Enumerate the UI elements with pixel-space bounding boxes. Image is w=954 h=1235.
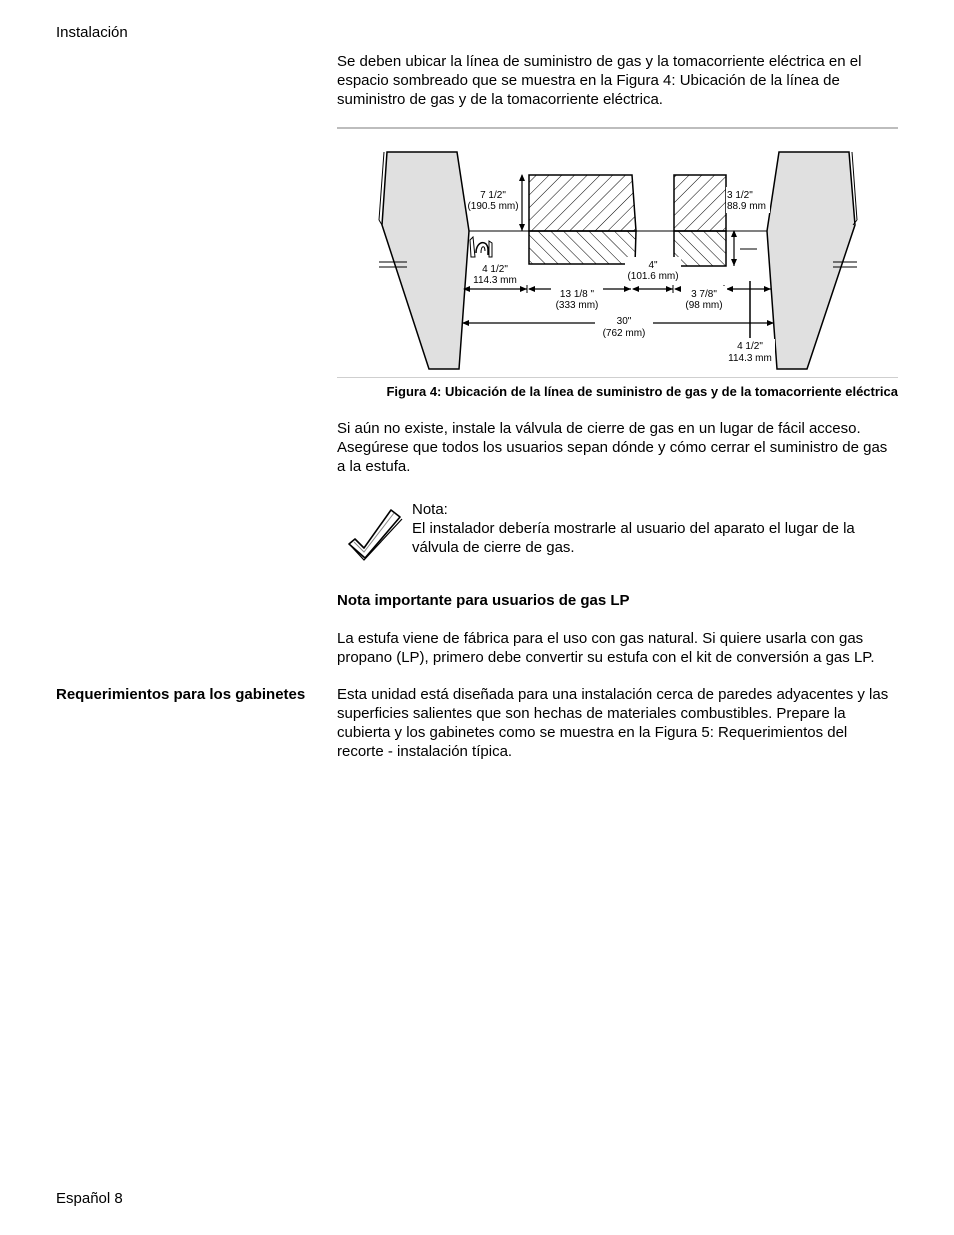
intro-paragraph: Se deben ubicar la línea de suministro de gas y la tomacorriente eléctrica en el espacio sombreado que se muestra en la Figura 4: Ubicación de la línea de suministro de gas y de la tomacorriente eléctrica. <box>337 53 862 108</box>
left-cabinet-side <box>379 152 469 369</box>
dim-gas-width-in: 13 1/8 " <box>559 289 595 300</box>
dim-outlet-height-mm: 88.9 mm <box>727 201 766 212</box>
page-footer: Español 8 <box>56 1190 123 1207</box>
cabinet-requirements-heading: Requerimientos para los gabinetes <box>56 686 306 703</box>
note-block <box>345 500 898 570</box>
section-header: Instalación <box>56 24 128 41</box>
figure-top-rule <box>337 127 898 129</box>
note-title: Nota: <box>412 501 448 518</box>
dim-total-width-in: 30" <box>616 316 632 327</box>
dim-outlet-width-in: 3 7/8" <box>691 289 717 300</box>
dim-left-offset-mm: 114.3 mm <box>473 275 517 286</box>
lp-gas-heading: Nota importante para usuarios de gas LP <box>337 592 630 609</box>
checkmark-icon <box>345 506 405 562</box>
shutoff-valve-paragraph: Si aún no existe, instale la válvula de cierre de gas en un lugar de fácil acceso. Asegúrese que todos los usuarios sepan dónde y cómo cerrar el suministro de gas a la estufa. <box>337 420 888 475</box>
dim-gap-mm: (101.6 mm) <box>627 271 679 282</box>
lp-gas-paragraph: La estufa viene de fábrica para el uso con gas natural. Si quiere usarla con gas propano (LP), primero debe convertir su estufa con el kit de conversión a gas LP. <box>337 630 875 666</box>
dim-outlet-width-mm: (98 mm) <box>685 300 723 311</box>
dim-right-offset-mm: 114.3 mm <box>728 353 772 364</box>
note-text-block <box>412 500 898 557</box>
dim-outlet-height-in: 3 1/2" <box>727 190 753 201</box>
cabinet-requirements-paragraph: Esta unidad está diseñada para una instalación cerca de paredes adyacentes y las superficies salientes que son hechas de materiales combustibles. Prepare la cubierta y los gabinetes como se muestra en la Figura 5: Requerimientos del recorte - instalación típica. <box>337 686 889 760</box>
gas-electrical-location-diagram <box>337 145 898 377</box>
electrical-outlet-zone <box>674 175 726 266</box>
figure-caption-rule <box>337 377 898 378</box>
dim-gap-in: 4" <box>648 260 658 271</box>
figure-caption: Figura 4: Ubicación de la línea de suministro de gas y de la tomacorriente eléctrica <box>386 384 898 399</box>
dim-gas-height-mm: (190.5 mm) <box>467 201 519 212</box>
dim-total-width-mm: (762 mm) <box>602 328 646 339</box>
dim-gas-height-in: 7 1/2" <box>480 190 506 201</box>
dim-left-offset-in: 4 1/2" <box>482 264 508 275</box>
gas-valve-icon <box>470 237 492 257</box>
note-text: El instalador debería mostrarle al usuario del aparato el lugar de la válvula de cierre de gas. <box>412 520 855 556</box>
dim-right-offset-in: 4 1/2" <box>737 341 763 352</box>
right-cabinet-side <box>767 152 857 369</box>
gas-supply-zone <box>529 175 636 264</box>
dim-gas-width-mm: (333 mm) <box>555 300 599 311</box>
